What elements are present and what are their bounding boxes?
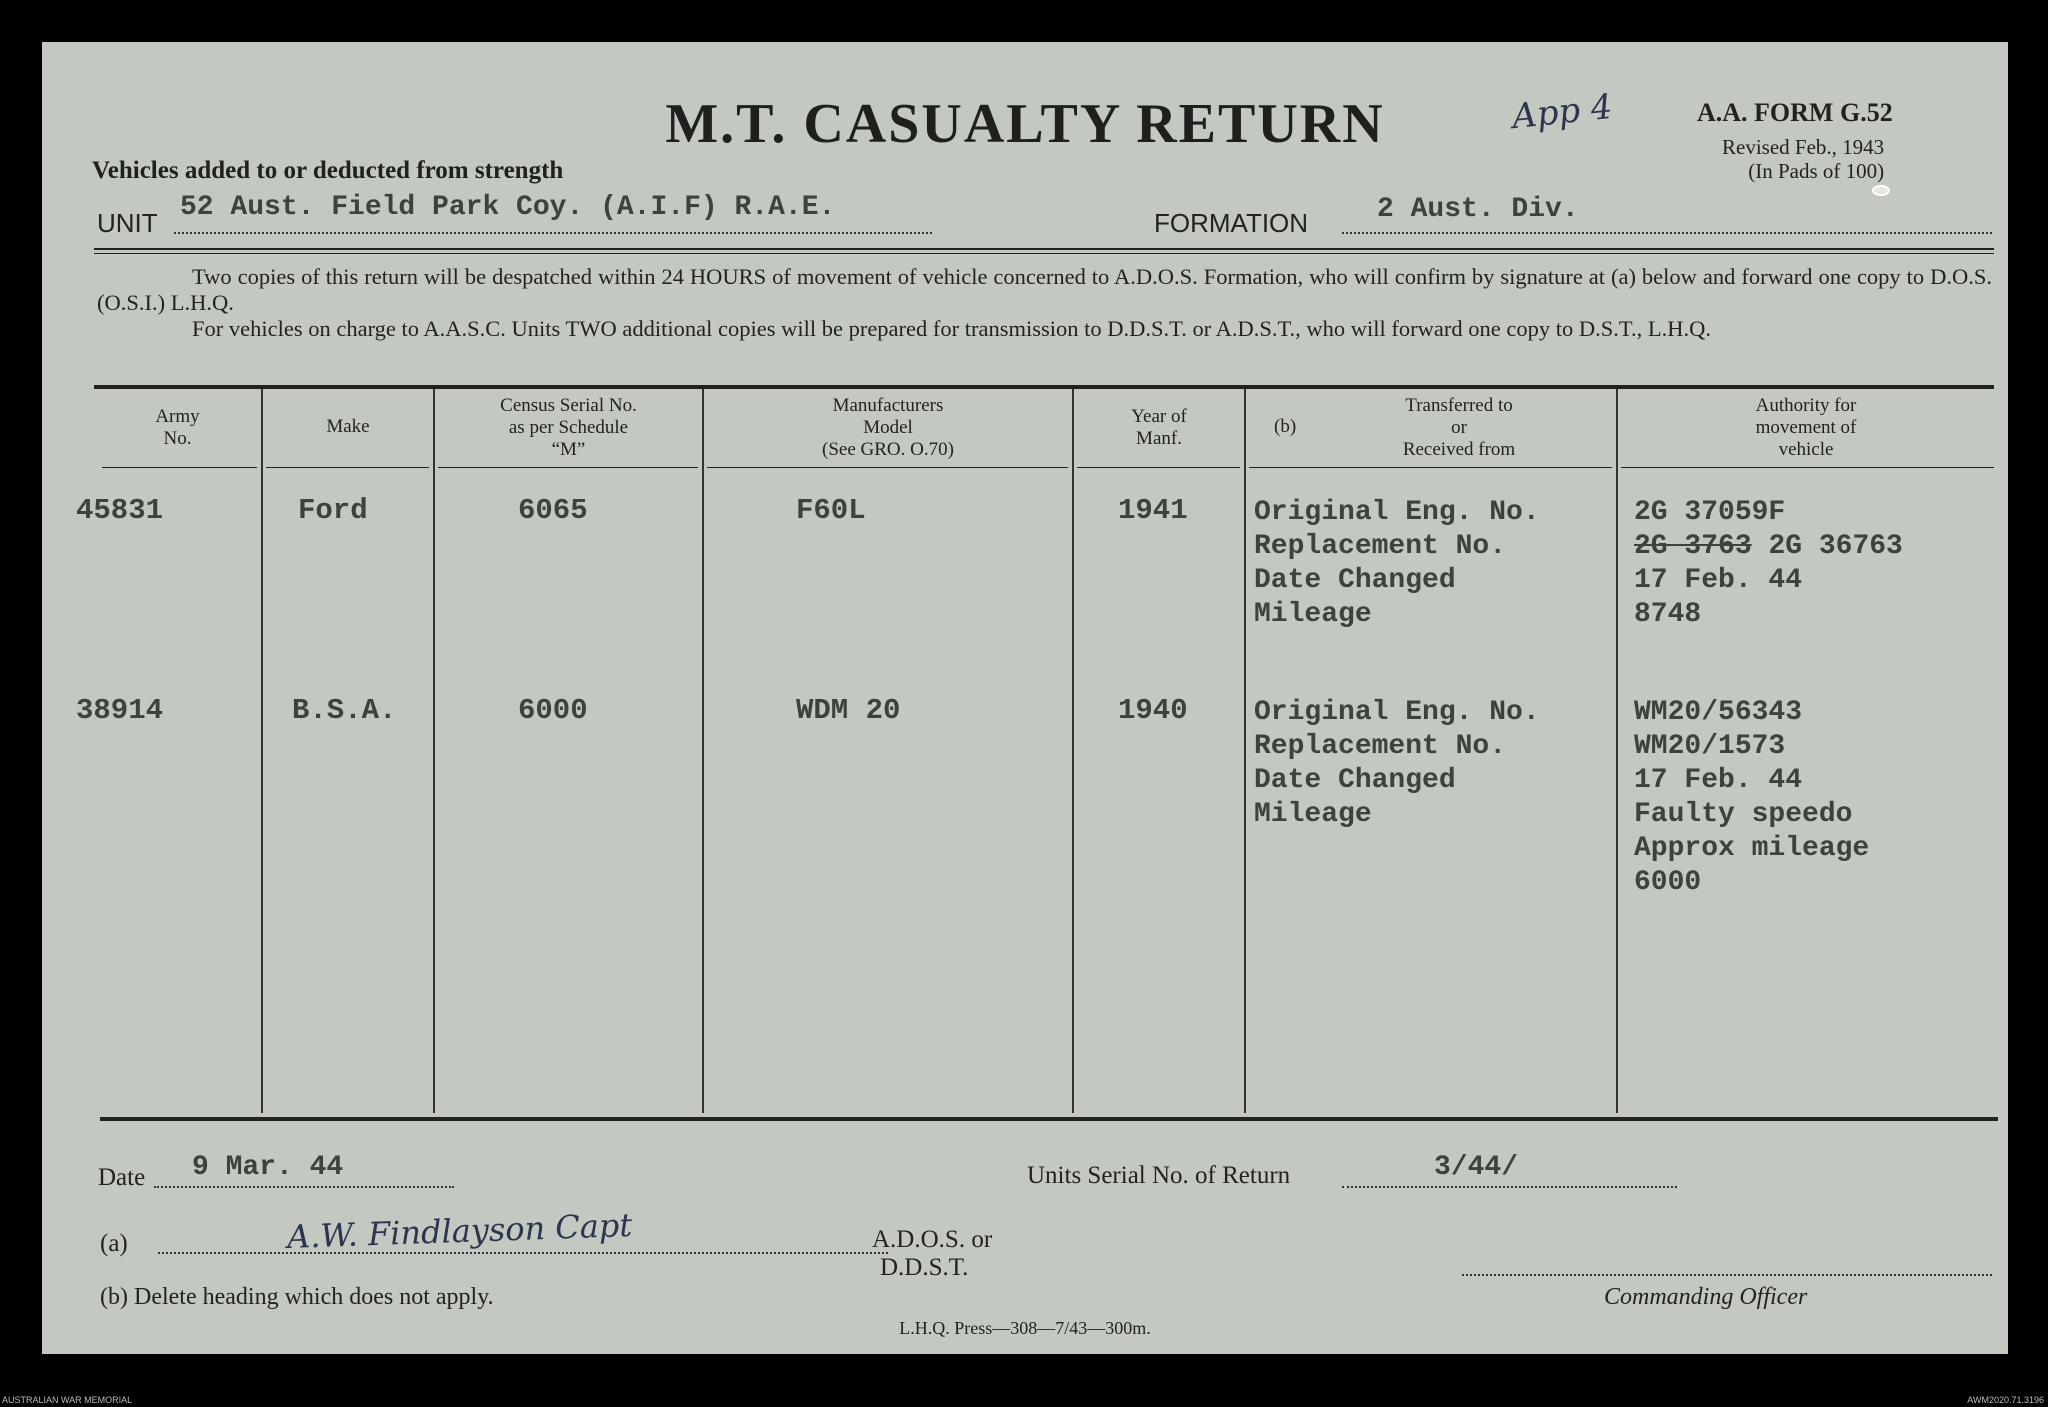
form-subtitle: Vehicles added to or deducted from strength: [92, 157, 564, 184]
date-label: Date: [98, 1164, 146, 1191]
header-b-marker: (b): [1274, 416, 1297, 437]
ados-signature: A.W. Findlayson Capt: [286, 1205, 633, 1257]
header-underline: [1621, 467, 1994, 468]
double-rule-bottom: [94, 253, 1994, 254]
column-divider: [1072, 389, 1074, 1113]
commanding-officer-label: Commanding Officer: [1604, 1284, 1808, 1310]
row1-authority-struck: 2G 3763: [1634, 531, 1752, 562]
note-b: (b) Delete heading which does not apply.: [100, 1284, 494, 1310]
serial-label: Units Serial No. of Return: [1027, 1162, 1291, 1189]
column-divider: [261, 389, 263, 1113]
row1-authority: [1634, 496, 1903, 632]
header-underline: [1249, 467, 1612, 468]
ados-role: A.D.O.S. or: [872, 1226, 993, 1253]
ddst-role: D.D.S.T.: [880, 1254, 969, 1281]
column-divider: [1616, 389, 1618, 1113]
formation-label: FORMATION: [1154, 208, 1309, 238]
header-year-manf: Year of Manf.: [1131, 406, 1187, 449]
row2-census: 6000: [518, 694, 588, 727]
header-underline: [1077, 467, 1240, 468]
row2-model: WDM 20: [796, 694, 901, 727]
table-bottom-rule: [100, 1117, 1998, 1121]
row1-census: 6065: [518, 494, 588, 527]
form-revised-date: Revised Feb., 1943: [1722, 135, 1885, 159]
row1-army-no: 45831: [76, 494, 164, 527]
row2-year: 1940: [1118, 694, 1188, 727]
form-revision: [1722, 135, 1884, 183]
header-underline: [102, 467, 257, 468]
header-make: Make: [326, 416, 370, 437]
column-divider: [702, 389, 704, 1113]
header-census-serial: Census Serial No. as per Schedule “M”: [500, 395, 637, 460]
sign-a-dotted-line: [158, 1252, 888, 1254]
instruction-paragraph-1: Two copies of this return will be despatched within 24 HOURS of movement of vehicle concerned to A.D.O.S. Formation, who will confirm by signature at (a) below and forward one copy to D.O.S. (O.S.I.) L.H.Q.: [97, 264, 1992, 315]
header-authority: Authority for movement of vehicle: [1755, 395, 1857, 460]
unit-value: 52 Aust. Field Park Coy. (A.I.F) R.A.E.: [180, 192, 836, 223]
header-underline: [438, 467, 698, 468]
row1-year: 1941: [1118, 494, 1188, 527]
handwritten-annotation: App 4: [1510, 86, 1615, 138]
column-divider: [1244, 389, 1246, 1113]
row1-authority-replacement: 2G 36763: [1768, 531, 1903, 562]
double-rule-top: [94, 248, 1994, 250]
row2-transfer: Original Eng. No. Replacement No. Date Changed Mileage: [1254, 697, 1540, 830]
form-pads-note: (In Pads of 100): [1748, 159, 1885, 183]
row1-model: F60L: [796, 494, 866, 527]
header-manufacturers-model: Manufacturers Model (See GRO. O.70): [822, 395, 954, 460]
form-title: M.T. CASUALTY RETURN: [665, 93, 1385, 155]
header-transferred: Transferred to or Received from: [1402, 395, 1516, 460]
form-code: A.A. FORM G.52: [1697, 98, 1893, 127]
date-dotted-line: [154, 1186, 454, 1188]
date-value: 9 Mar. 44: [192, 1152, 344, 1183]
serial-value: 3/44/: [1434, 1152, 1519, 1183]
archive-credit: AUSTRALIAN WAR MEMORIAL: [2, 1395, 133, 1405]
unit-label: UNIT: [97, 208, 158, 238]
row2-army-no: 38914: [76, 694, 164, 727]
instruction-paragraph-2: For vehicles on charge to A.A.S.C. Units TWO additional copies will be prepared for transmission to D.D.S.T. or A.D.S.T., who will forward one copy to D.S.T., L.H.Q.: [192, 316, 1711, 341]
row1-transfer: Original Eng. No. Replacement No. Date Changed Mileage: [1254, 497, 1540, 630]
form-sheet: [42, 42, 2008, 1354]
paper-blemish: [1872, 185, 1890, 196]
unit-dotted-line: [174, 232, 932, 234]
row1-make: Ford: [298, 494, 368, 527]
row2-authority: WM20/56343 WM20/1573 17 Feb. 44 Faulty speedo Approx mileage 6000: [1634, 697, 1870, 898]
formation-value: 2 Aust. Div.: [1377, 194, 1579, 225]
header-underline: [266, 467, 429, 468]
co-dotted-line: [1462, 1274, 1992, 1276]
row1-authority-rest: 17 Feb. 44 8748: [1634, 565, 1803, 630]
row2-make: B.S.A.: [292, 694, 397, 727]
sign-a-label: (a): [100, 1230, 128, 1257]
serial-dotted-line: [1342, 1186, 1677, 1188]
table-top-rule: [94, 385, 1994, 389]
archive-reference: AWM2020.71.3196: [1967, 1395, 2044, 1405]
row1-authority-original: 2G 37059F: [1634, 497, 1786, 528]
header-army-no: Army No.: [155, 406, 200, 449]
header-underline: [707, 467, 1068, 468]
formation-dotted-line: [1342, 232, 1992, 234]
column-divider: [433, 389, 435, 1113]
printer-imprint: L.H.Q. Press—308—7/43—300m.: [899, 1318, 1151, 1338]
